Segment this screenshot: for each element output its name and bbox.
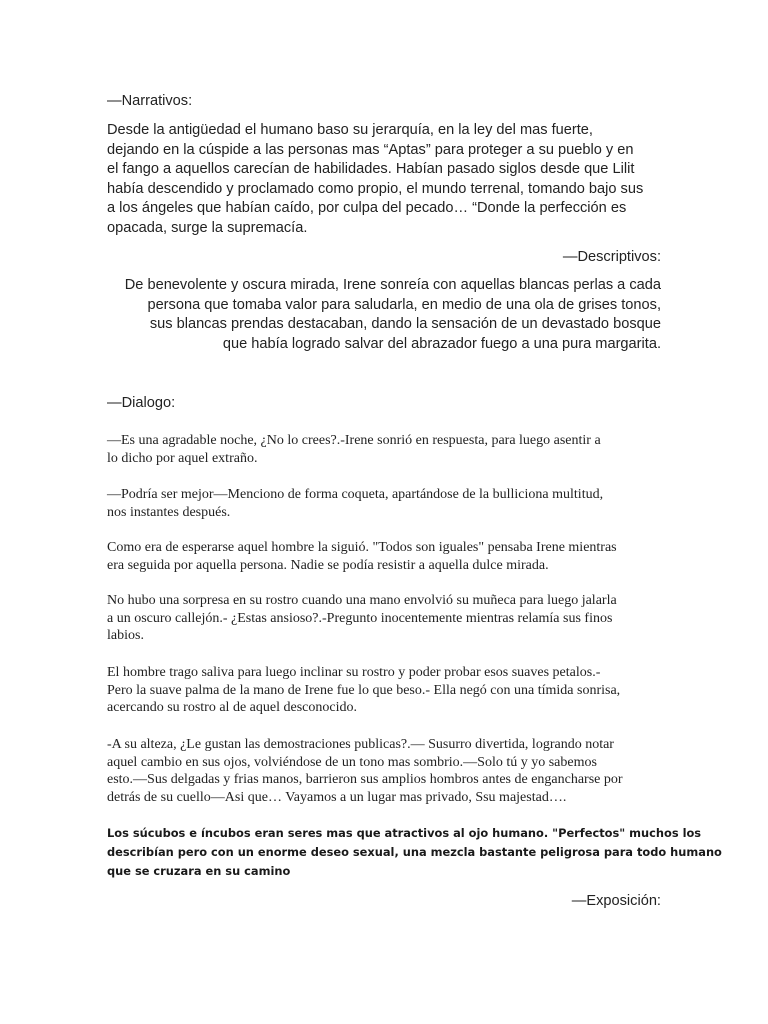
text-line: aquel cambio en sus ojos, volviéndose de un tono mas sombrio.—Solo tú y yo sabemos (107, 754, 597, 770)
dialogo-paragraph-3 (107, 539, 667, 574)
narrativos-paragraph (107, 121, 667, 238)
text-line: acercando su rostro al de aquel desconocido. (107, 700, 357, 715)
text-line: —Es una agradable noche, ¿No lo crees?.-Irene sonrió en respuesta, para luego asentir a (107, 433, 601, 448)
text-line: a los ángeles que habían caído, por culpa del pecado… “Donde la perfección es (107, 200, 627, 216)
text-line: opacada, surge la supremacía. (107, 219, 308, 236)
dialogo-paragraph-2 (107, 486, 667, 521)
dialogo-paragraph-4 (107, 592, 667, 645)
text-line: —Podría ser mejor—Menciono de forma coqueta, apartándose de la bulliciona multitud, (107, 487, 604, 502)
dialogo-paragraph-5 (107, 664, 667, 717)
text-line: que había logrado salvar del abrazador fuego a una pura margarita. (222, 335, 661, 352)
text-line: El hombre trago saliva para luego inclinar su rostro y poder probar esos suaves petalos.- (107, 665, 601, 680)
text-line: Los súcubos e íncubos eran seres mas que atractivos al ojo humano. "Perfectos" muchos los (107, 826, 702, 840)
text-line: había descendido y proclamado como propio, el mundo terrenal, tomando bajo sus (107, 180, 644, 197)
descriptivos-paragraph (101, 276, 661, 354)
text-line: persona que tomaba valor para saludarla, en medio de una ola de grises tonos, (147, 296, 661, 313)
text-line: Como era de esperarse aquel hombre la siguió. "Todos son iguales" pensaba Irene mientras (107, 540, 617, 555)
text-line: era seguida por aquella persona. Nadie se podía resistir a aquella dulce mirada. (107, 557, 549, 573)
text-line: Desde la antigüedad el humano baso su jerarquía, en la ley del mas fuerte, (107, 122, 593, 138)
text-line: labios. (107, 628, 144, 643)
heading-descriptivos: —Descriptivos: (562, 249, 661, 265)
text-line: No hubo una sorpresa en su rostro cuando una mano envolvió su muñeca para luego jalarla (107, 593, 617, 608)
bold-paragraph (107, 824, 722, 881)
text-line: nos instantes después. (107, 504, 231, 520)
dialogo-paragraph-6 (107, 736, 667, 806)
heading-dialogo: —Dialogo: (107, 395, 176, 411)
heading-narrativos: —Narrativos: (107, 93, 193, 109)
dialogo-paragraph-1 (107, 432, 667, 467)
text-line: De benevolente y oscura mirada, Irene sonreía con aquellas blancas perlas a cada (124, 277, 661, 293)
text-line: sus blancas prendas destacaban, dando la sensación de un devastado bosque (149, 316, 661, 332)
text-line: que se cruzara en su camino (107, 864, 291, 878)
text-line: el fango a aquellos carecían de habilidades. Habían pasado siglos desde que Lilit (107, 161, 635, 177)
text-line: dejando en la cúspide a las personas mas “Aptas” para proteger a su pueblo y en (107, 141, 634, 158)
text-line: Pero la suave palma de la mano de Irene fue lo que beso.- Ella negó con una tímida sonrisa, (107, 682, 621, 698)
text-line: detrás de su cuello—Asi que… Vayamos a un lugar mas privado, Ssu majestad…. (107, 789, 567, 805)
text-line: a un oscuro callejón.- ¿Estas ansioso?.-Pregunto inocentemente mientras relamía sus finos (107, 610, 613, 626)
heading-exposicion: —Exposición: (571, 893, 661, 909)
text-line: -A su alteza, ¿Le gustan las demostraciones publicas?.— Susurro divertida, logrando notar (107, 737, 614, 752)
text-line: describían pero con un enorme deseo sexual, una mezcla bastante peligrosa para todo humano (107, 845, 722, 859)
text-line: lo dicho por aquel extraño. (107, 450, 258, 466)
text-line: esto.—Sus delgadas y frias manos, barrieron sus amplios hombros antes de engancharse por (107, 772, 623, 787)
